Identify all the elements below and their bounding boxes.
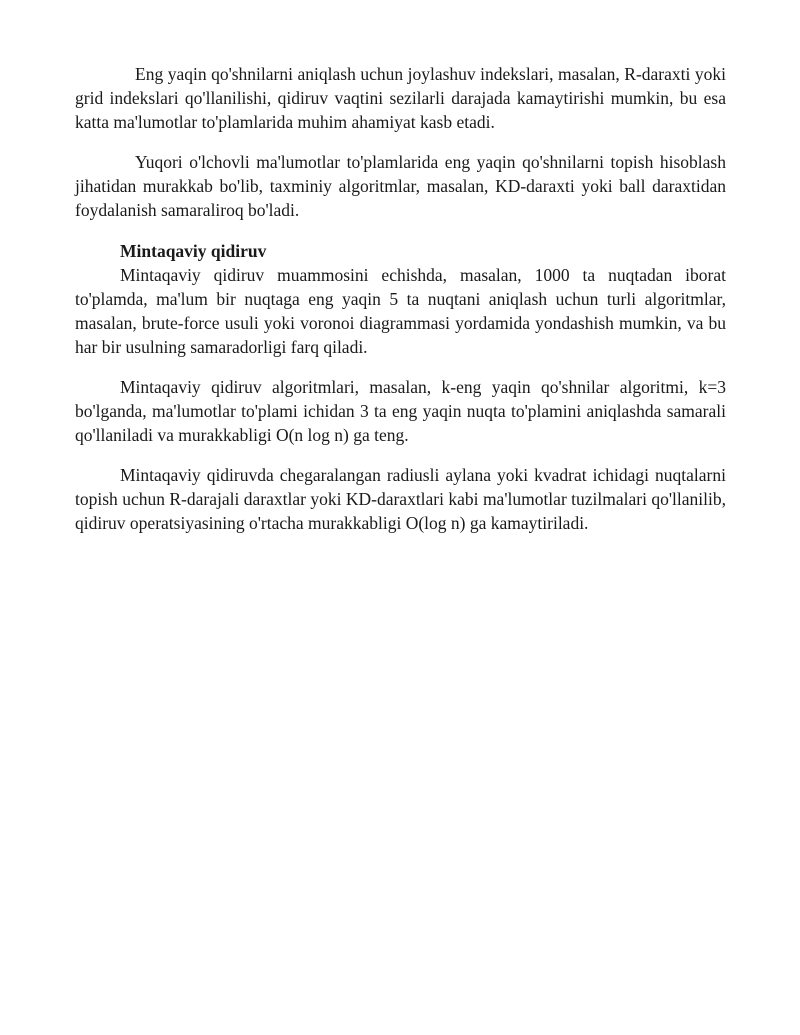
paragraph-range-search-structures: Mintaqaviy qidiruvda chegaralangan radiusli aylana yoki kvadrat ichidagi nuqtalarni topish uchun R-darajali daraxtlar yoki KD-daraxtlari kabi ma'lumotlar tuzilmalari qo'llanilib, qidiruv operatsiyasining o'rtacha murakkabligi O(log n) ga kamaytiriladi.: [75, 465, 726, 533]
paragraph-nearest-neighbor-indexes: Eng yaqin qo'shnilarni aniqlash uchun joylashuv indekslari, masalan, R-daraxti yoki grid indekslari qo'llanilishi, qidiruv vaqtini sezilarli darajada kamaytirishi mumkin, bu esa katta ma'lumotlar to'plamlarida muhim ahamiyat kasb etadi.: [75, 64, 726, 132]
document-body: [75, 62, 726, 535]
paragraph-high-dimensional-data: Yuqori o'lchovli ma'lumotlar to'plamlarida eng yaqin qo'shnilarni topish hisoblash jihatidan murakkab bo'lib, taxminiy algoritmlar, masalan, KD-daraxti yoki ball daraxtidan foydalanish samaraliroq bo'ladi.: [75, 152, 726, 220]
section-heading: Mintaqaviy qidiruv: [120, 241, 267, 261]
paragraph-regional-search-problem: Mintaqaviy qidiruv muammosini echishda, masalan, 1000 ta nuqtadan iborat to'plamda, ma'lum bir nuqtaga eng yaqin 5 ta nuqtani aniqlash uchun turli algoritmlar, masalan, brute-force usuli yoki voronoi diagrammasi yordamida yondashish mumkin, va bu har bir usulning samaradorligi farq qiladi.: [75, 265, 726, 357]
paragraph-knn-algorithm: Mintaqaviy qidiruv algoritmlari, masalan, k-eng yaqin qo'shnilar algoritmi, k=3 bo'lganda, ma'lumotlar to'plami ichidan 3 ta eng yaqin nuqta to'plamini aniqlashda samarali qo'llaniladi va murakkabligi O(n log n) ga teng.: [75, 377, 726, 445]
